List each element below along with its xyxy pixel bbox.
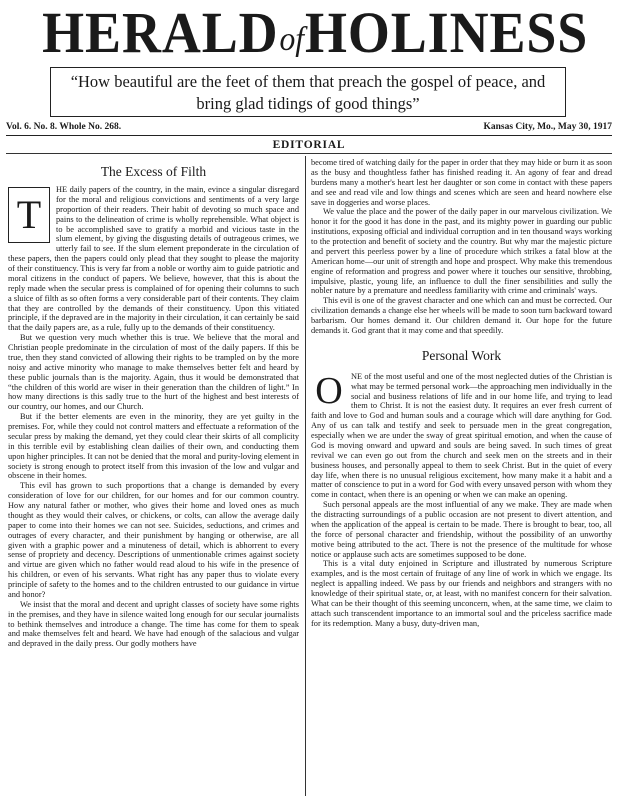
issue-line: [6, 120, 612, 134]
column-divider: [305, 156, 306, 796]
article-paragraph: NE of the most useful and one of the most neglected duties of the Christian is what may be termed personal work—the approaching men individually in the social and business relations of life and in our home life, and trying to lead them to Christ. It is not the easiest duty. It requires an ever fresh current of faith and love to God and human souls and a courage which will dare anything for God. Any of us can talk and testify and seek to persuade men in the great congregation, especially when we are under the sway of great spiritual emotion, and when the cause of God is moving onward and upward and souls are being saved. In such times of great revival we can even go out from the church and seek men on the streets and in their business houses, and personally appeal to them to seek Christ. But in the quiet of every day life, when there is no unusual religious excitement, how many make it a habit and a matter of conscience to put in a word for God with every unsaved person with whom they come in contact, when there is an opening or when we can make an opening.: [311, 371, 612, 500]
article-paragraph: HE daily papers of the country, in the main, evince a singular disregard for the moral and religious convictions and sentiments of a very large proportion of their readers. Their habit of devoting so much space and pains to the delineation of crime is wholly reprehensible. What object is to be accomplished save to gratify a morbid and vicious taste in the slum element, by giving the disgusting details of outrageous crimes, we utterly fail to see. If the slum element preponderate in the circulation of these papers, then the papers could only plead that they sought to please the majority of their constituency. This is very far from a noble or worthy aim to guide patriotic and moral citizens in the conduct of papers. We believe, however, that this is about the reply made when the secular press is complained of for opening their columns to such a sluice of filth as so often forms a very considerable part of their contents. They claim that they are controlled by the demands of their constituency. Upon this vitiated principle, if the depraved are in the majority in their circulation, it can certainly be said that the daily papers are, as a rule, fully up to the demands of their constituency.: [8, 185, 299, 333]
article-paragraph: Such personal appeals are the most influential of any we make. They are made when the distracting surroundings of a public occasion are not present to divert attention, and when the application of the appeal is certain to be made. There is brought to bear, too, all the force of personal character and friendship, without the possibility of an unworthy motive being attributed to the act. There is not the presence of the multitude for whose notice or applause such acts are sometimes supposed to be done.: [311, 500, 612, 559]
left-column: [8, 164, 299, 798]
article-paragraph: This evil has grown to such proportions that a change is demanded by every consideration of love for our children, for our homes and for our common country. How any natural father or mother, who gives their home and loved ones as much thought as they would their calves, or chickens, or colts, can allow the average daily paper to come into their homes we can not see. Suicides, seductions, and crimes and outrages of every character, and their punishment by hanging or otherwise, are all given with a graphic power and a minuteness of detail, which is abhorrent to every sense of propriety and decency. Descriptions of unmentionable crimes against society and virtue are given which no father would read aloud to his wife in the presence of his children, or even of his servants. What right has any paper thus to violate every principle of safety to the homes and to the children entrusted to our guidance in virtue and honor?: [8, 481, 299, 599]
article-paragraph: But we question very much whether this is true. We believe that the moral and Christian people predominate in the circulation of most of the daily papers. If this be true, then they stand convicted of allowing their rights to be trampled on by the more noisy and active minority who manage to make themselves better felt and heard by these public journals than is the majority. Again, thus it would be demonstrated that “the children of this world are wiser in their generation than the children of light.” In how many directions is this sadly true to the hurt of the highest and best interests of our country, our homes, and our Church.: [8, 333, 299, 412]
issue-place-date: Kansas City, Mo., May 30, 1917: [483, 122, 612, 132]
masthead-title: [42, 0, 589, 65]
article-paragraph: This evil is one of the gravest character and one which can and must be corrected. Our civilization demands a change else her wheels will be made to soon turn backward toward barbarism. Our homes demand it. Our children demand it. Our hope for the future demands it. God grant that it may come and that speedily.: [311, 296, 612, 335]
drop-cap-o: O: [315, 369, 343, 412]
right-column: [311, 158, 612, 798]
issue-volume: Vol. 6. No. 8. Whole No. 268.: [6, 122, 122, 132]
header-rule: [6, 135, 612, 136]
article-title-excess-of-filth: The Excess of Filth: [100, 164, 207, 179]
article-paragraph: We value the place and the power of the daily paper in our marvelous civilization. We honor it for the good it has done in the past, and its mighty power in guarding our public institutions, exposing official and individual corruption and in ten thousand ways working to the protection and benefit of society and the country. But why mar the majestic picture and pervert this peerless power by a line of procedure which strikes a fatal blow at the American home—our unit of strength and hope and prospect. Why make this tremendous engine of reformation and progress and power where it touches our sensitive, throbbing, impulsive, plastic, young life, an influence to dull the finer sensibilities and sully the nobler nature by a premature and needless familiarity with crime and criminals' ways.: [311, 207, 612, 296]
article-paragraph: This is a vital duty enjoined in Scripture and illustrated by numerous Scripture examples, and is the most certain of fruitage of any line of work in which we engage. Its neglect is appalling indeed. We pass by our friends and neighbors and strangers with no knowledge of their spiritual state, or, at least, with no manifest concern for their salvation. What can be their thought of this seeming unconcern, when, at the same time, we claim to attach such transcendent importance to an immortal soul and the priceless sacrifice made for its redemption. Many a busy, duty-driven man,: [311, 559, 612, 628]
section-rule: [6, 153, 612, 154]
section-heading: EDITORIAL: [272, 139, 346, 151]
article-paragraph: become tired of watching daily for the paper in order that they may hide or burn it as soon as the busy and thoughtless father has finished reading it. An agony of fear and dread burdens many a mother's heart lest her daughter or son come in contact with these papers and see and read vile and low things and scenes which are seen and heard nowhere else save in doggeries and worse places.: [311, 158, 612, 207]
article-paragraph: We insist that the moral and decent and upright classes of society have some rights in the premises, and they have in silence waited long enough for our secular journalists to bethink themselves and introduce a change. The time has come for them to speak and make themselves felt and heard. We have had enough of the salacious and vulgar and depraved in the daily press. Our godly mothers have: [8, 599, 299, 649]
masthead-of: of: [279, 21, 305, 58]
article-paragraph: But if the better elements are even in the minority, they are yet guilty in the premises. For, while they could not control matters and effectuate a reformation of the secular press by making the demand, yet they could clear their skirts of all complicity in this terrible evil by establishing clean dailies of their own, and conducting them upon higher principles. It can not be denied that the moral and purity-loving element in society is strong enough to protect itself from this invasion of the low and vulgar and obscene in their homes.: [8, 412, 299, 481]
motto-box: [50, 67, 566, 117]
motto-line-2: bring glad tidings of good things”: [196, 94, 420, 113]
masthead-holiness: HOLINESS: [304, 0, 589, 65]
masthead-herald: HERALD: [42, 0, 279, 65]
article-title-personal-work: Personal Work: [421, 347, 502, 363]
motto-line-1: “How beautiful are the feet of them that preach the gospel of peace, and: [70, 72, 546, 91]
drop-cap-t: T: [8, 187, 50, 243]
